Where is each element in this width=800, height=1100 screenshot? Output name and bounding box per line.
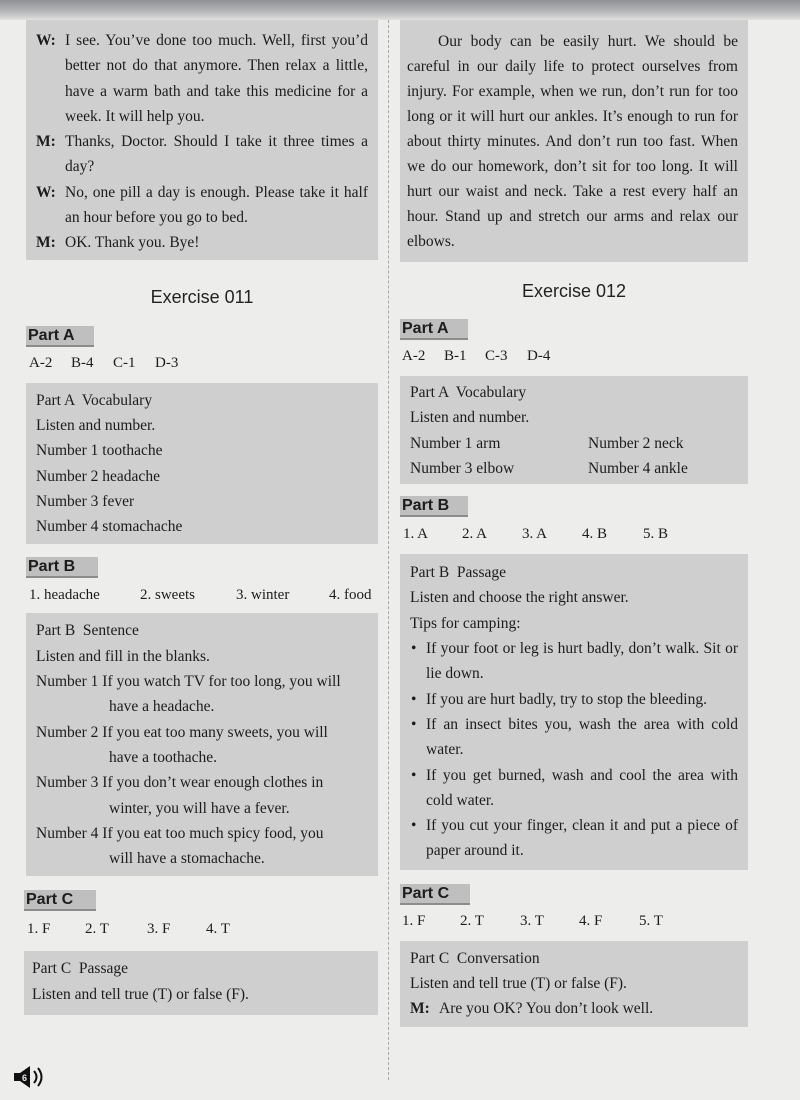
part-c-heading: Part C — [24, 890, 96, 911]
speaker-label: M: — [410, 1000, 430, 1018]
speaker-label: M: — [36, 133, 56, 151]
script-title: Part A Vocabulary — [410, 384, 527, 401]
item-word: arm — [476, 434, 501, 452]
item-word: toothache — [102, 442, 163, 460]
bullet-icon: • — [411, 690, 417, 708]
dialogue-text: Are you OK? You don’t look well. — [439, 1000, 654, 1018]
page-number: 6 — [22, 1073, 28, 1083]
part-a-heading: Part A — [26, 326, 94, 347]
part-a-script-box — [400, 376, 748, 484]
speaker-label: W: — [36, 32, 56, 49]
answer: B-4 — [71, 354, 94, 371]
passage-box — [400, 20, 748, 262]
part-b-answers — [403, 524, 748, 544]
item-word: fever — [102, 492, 135, 510]
answer: 1. headache — [29, 587, 100, 604]
sentence-text: If you don’t wear enough clothes in — [102, 774, 324, 792]
dialogue-line — [36, 180, 368, 231]
answer: D-3 — [155, 354, 179, 371]
answer: 2. sweets — [140, 587, 195, 604]
answer: 4. F — [579, 912, 603, 929]
script-title: Part B Sentence — [36, 622, 139, 640]
item-label: Number 3 — [410, 459, 473, 477]
part-a-heading: Part A — [400, 319, 468, 340]
dialogue-line — [36, 129, 368, 180]
script-instruction: Listen and number. — [36, 416, 156, 434]
vocab-item — [36, 464, 368, 489]
dialogue-line — [36, 28, 368, 129]
speaker-label: W: — [36, 183, 56, 201]
tip-item — [410, 763, 738, 814]
part-c-script-box — [400, 941, 748, 1027]
item-label: Number 1 — [36, 673, 99, 691]
speaker-icon — [10, 1064, 50, 1090]
answer: D-4 — [527, 348, 551, 364]
answer: 5. B — [643, 526, 669, 543]
column-divider — [388, 20, 389, 1080]
answer: 2. A — [462, 526, 488, 543]
answer: 3. A — [522, 526, 548, 543]
sentence-item — [36, 770, 368, 821]
script-title: Part C Passage — [32, 960, 129, 978]
item-label: Number 2 — [588, 434, 651, 452]
answer: 2. T — [85, 921, 109, 938]
sentence-text: If you eat too many sweets, you will — [102, 723, 328, 741]
tip-item — [410, 712, 738, 763]
dialogue-text: OK. Thank you. Bye! — [65, 234, 200, 252]
item-word: ankle — [654, 459, 688, 477]
answer: C-3 — [485, 348, 508, 364]
item-label: Number 2 — [36, 467, 99, 485]
item-word: neck — [654, 434, 684, 452]
answer: A-2 — [402, 348, 426, 364]
part-a-answers — [402, 346, 748, 366]
dialogue-text: I see. You’ve done too much. Well, first you’d better not do that anymore. Then relax a little, have a warm bath and take this medicine for a week. It will help you. — [65, 32, 368, 125]
sentence-item — [36, 720, 368, 771]
answer: 1. A — [403, 526, 429, 543]
bullet-icon: • — [411, 817, 417, 835]
part-c-answers — [402, 911, 748, 931]
item-label: Number 4 — [588, 459, 651, 477]
tip-text: If your foot or leg is hurt badly, don’t walk. Sit or lie down. — [426, 640, 738, 683]
answer: 5. T — [639, 912, 663, 929]
answer: 3. T — [520, 912, 544, 929]
answer: 1. F — [402, 912, 426, 929]
right-column — [400, 20, 748, 1053]
tip-item — [410, 687, 738, 712]
vocab-row — [410, 456, 738, 481]
sentence-text: have a headache. — [109, 698, 215, 716]
answer: A-2 — [29, 354, 53, 371]
part-c-answers — [27, 919, 378, 939]
item-label: Number 2 — [36, 723, 99, 741]
sentence-text: have a toothache. — [109, 748, 218, 766]
dialogue-box — [26, 20, 378, 260]
answer: 3. winter — [236, 587, 290, 604]
script-title: Part A Vocabulary — [36, 391, 153, 409]
part-b-script-box — [400, 554, 748, 870]
part-b-heading: Part B — [400, 496, 468, 517]
bullet-icon: • — [411, 766, 417, 784]
dialogue-line — [410, 996, 738, 1021]
vocab-item — [36, 489, 368, 514]
script-instruction: Listen and tell true (T) or false (F). — [32, 985, 249, 1003]
item-label: Number 4 — [36, 518, 99, 536]
dialogue-text: No, one pill a day is enough. Please take it half an hour before you go to bed. — [65, 183, 368, 227]
tip-text: If an insect bites you, wash the area with cold water. — [426, 715, 738, 759]
tip-text: If you get burned, wash and cool the area with cold water. — [426, 766, 738, 809]
sentence-item — [36, 821, 368, 872]
dialogue-line — [36, 230, 368, 255]
part-b-script-box — [26, 613, 378, 876]
answer: 4. B — [582, 526, 608, 543]
answer: B-1 — [444, 348, 467, 364]
answer: 4. food — [329, 587, 372, 604]
part-a-answers — [29, 353, 378, 373]
script-title: Part B Passage — [410, 564, 507, 582]
script-instruction: Listen and number. — [410, 409, 530, 427]
item-label: Number 3 — [36, 492, 99, 510]
sentence-text: If you watch TV for too long, you will — [102, 673, 341, 691]
part-a-script-box — [26, 383, 378, 545]
item-word: elbow — [476, 459, 515, 477]
part-b-heading: Part B — [26, 557, 98, 578]
tip-item — [410, 813, 738, 864]
bullet-icon: • — [411, 715, 417, 733]
script-instruction: Listen and fill in the blanks. — [36, 647, 210, 665]
script-title: Part C Conversation — [410, 949, 540, 967]
answer: 3. F — [147, 921, 171, 938]
vocab-item — [36, 438, 368, 463]
speaker-label: M: — [36, 234, 56, 252]
answer: 1. F — [27, 921, 51, 938]
page-top-edge — [0, 0, 800, 20]
part-c-script-box — [24, 951, 378, 1015]
vocab-row — [410, 431, 738, 456]
item-label: Number 4 — [36, 824, 99, 842]
item-label: Number 1 — [410, 434, 473, 452]
item-word: headache — [102, 467, 160, 485]
part-c-heading: Part C — [400, 884, 470, 905]
script-instruction: Listen and choose the right answer. — [410, 589, 629, 607]
bullet-icon: • — [411, 640, 417, 658]
dialogue-text: Thanks, Doctor. Should I take it three times a day? — [65, 133, 368, 176]
item-word: stomachache — [102, 518, 183, 536]
script-instruction: Listen and tell true (T) or false (F). — [410, 975, 627, 993]
tips-title: Tips for camping: — [410, 614, 521, 632]
tip-text: If you cut your finger, clean it and put a piece of paper around it. — [426, 817, 738, 860]
passage-text: Our body can be easily hurt. We should be careful in our daily life to protect ourselves from injury. For example, when we run, don’t run for too long or it will hurt our ankles. It’s enough to run for about thirty minutes. And don’t run too fast. When we do our homework, don’t sit for too long. It will hurt our waist and neck. Take a rest every half an hour. Stand up and stretch our arms and relax our elbows. — [407, 33, 738, 250]
answer: C-1 — [113, 354, 136, 371]
left-column — [26, 20, 378, 1015]
answer: 4. T — [206, 921, 230, 938]
exercise-title: Exercise 011 — [150, 286, 254, 307]
vocab-item — [36, 514, 368, 539]
item-label: Number 1 — [36, 442, 99, 460]
sentence-item — [36, 669, 368, 720]
tip-item — [410, 636, 738, 687]
answer: 2. T — [460, 912, 484, 929]
part-b-answers — [29, 585, 378, 605]
sentence-text: If you eat too much spicy food, you — [102, 824, 324, 842]
tip-text: If you are hurt badly, try to stop the bleeding. — [426, 690, 707, 708]
sentence-text: winter, you will have a fever. — [109, 799, 290, 817]
item-label: Number 3 — [36, 774, 99, 792]
exercise-title: Exercise 012 — [521, 281, 627, 301]
sentence-text: will have a stomachache. — [109, 850, 265, 868]
